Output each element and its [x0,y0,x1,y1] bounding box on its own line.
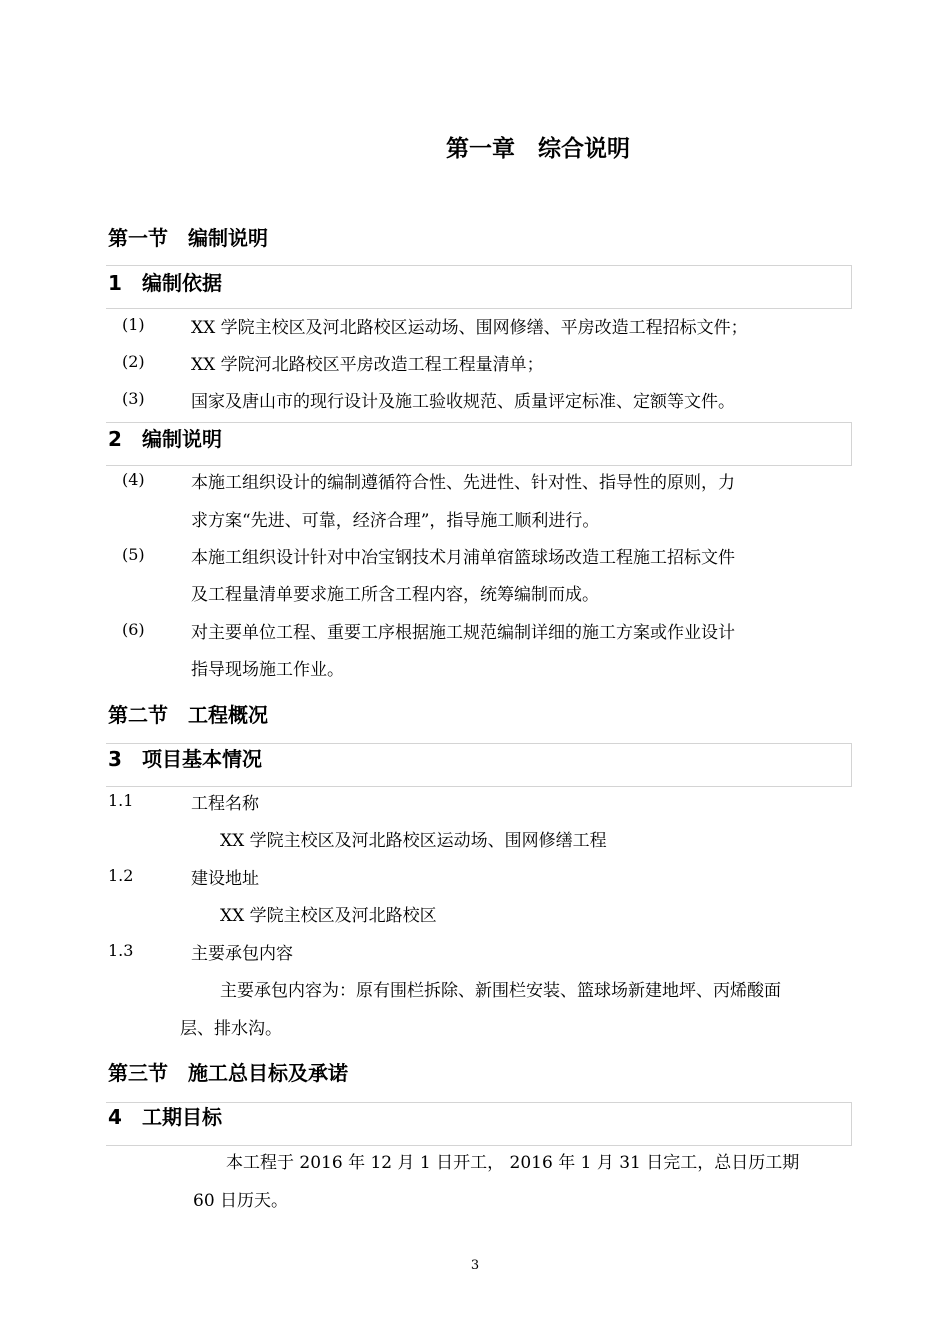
list-item-text-continued: 指导现场施工作业。 [191,660,344,680]
page-number: 3 [470,1258,480,1273]
heading [108,423,222,452]
subsection-value: XX 学院主校区及河北路校区运动场、围网修缮工程 [220,831,607,851]
heading-number: 1 [108,271,122,295]
list-item-number: (1) [122,315,145,334]
list-item-text-continued: 及工程量清单要求施工所含工程内容，统筹编制而成。 [191,585,599,605]
list-item-text: XX 学院主校区及河北路校区运动场、围网修缮、平房改造工程招标文件； [191,318,748,338]
list-item-number: (2) [122,352,145,371]
list-item-number: (4) [122,470,145,489]
list-item-text-continued: 求方案“先进、可靠，经济合理”，指导施工顺利进行。 [191,511,600,531]
subsection-label: 主要承包内容 [191,944,293,964]
heading [108,267,222,296]
subsection-label: 建设地址 [191,869,259,889]
section-title: 第三节 施工总目标及承诺 [108,1061,348,1085]
subsection-value-continued: 层、排水沟。 [180,1019,282,1039]
list-item-number: (6) [122,620,145,639]
list-item-text: 国家及唐山市的现行设计及施工验收规范、质量评定标准、定额等文件。 [191,392,735,412]
list-item-text: 本施工组织设计针对中冶宝钢技术月浦单宿篮球场改造工程施工招标文件 [191,548,735,568]
heading-text: 编制说明 [142,427,222,451]
list-item-number: (5) [122,545,145,564]
subsection-value: XX 学院主校区及河北路校区 [220,906,437,926]
subsection-value: 主要承包内容为：原有围栏拆除、新围栏安装、篮球场新建地坪、丙烯酸面 [220,981,781,1001]
list-item-text: 本施工组织设计的编制遵循符合性、先进性、针对性、指导性的原则，力 [191,473,735,493]
heading-text: 编制依据 [142,271,222,295]
heading-text: 工期目标 [142,1105,222,1129]
list-item-number: (3) [122,389,145,408]
subsection-number: 1.3 [108,941,134,960]
section-title: 第二节 工程概况 [108,703,268,727]
heading [108,743,262,772]
heading [108,1101,222,1130]
section-title: 第一节 编制说明 [108,226,268,250]
subsection-number: 1.2 [108,866,134,885]
subsection-number: 1.1 [108,791,134,810]
list-item-text: 对主要单位工程、重要工序根据施工规范编制详细的施工方案或作业设计 [191,623,735,643]
heading-text: 项目基本情况 [142,747,262,771]
schedule-text-continued: 60 日历天。 [193,1191,289,1211]
schedule-text: 本工程于 2016 年 12 月 1 日开工， 2016 年 1 月 31 日完工，总日历工期 [226,1153,800,1173]
heading-number: 4 [108,1105,122,1129]
chapter-title: 第一章 综合说明 [446,136,630,162]
heading-number: 3 [108,747,122,771]
heading-number: 2 [108,427,122,451]
subsection-label: 工程名称 [191,794,259,814]
list-item-text: XX 学院河北路校区平房改造工程工程量清单； [191,355,544,375]
